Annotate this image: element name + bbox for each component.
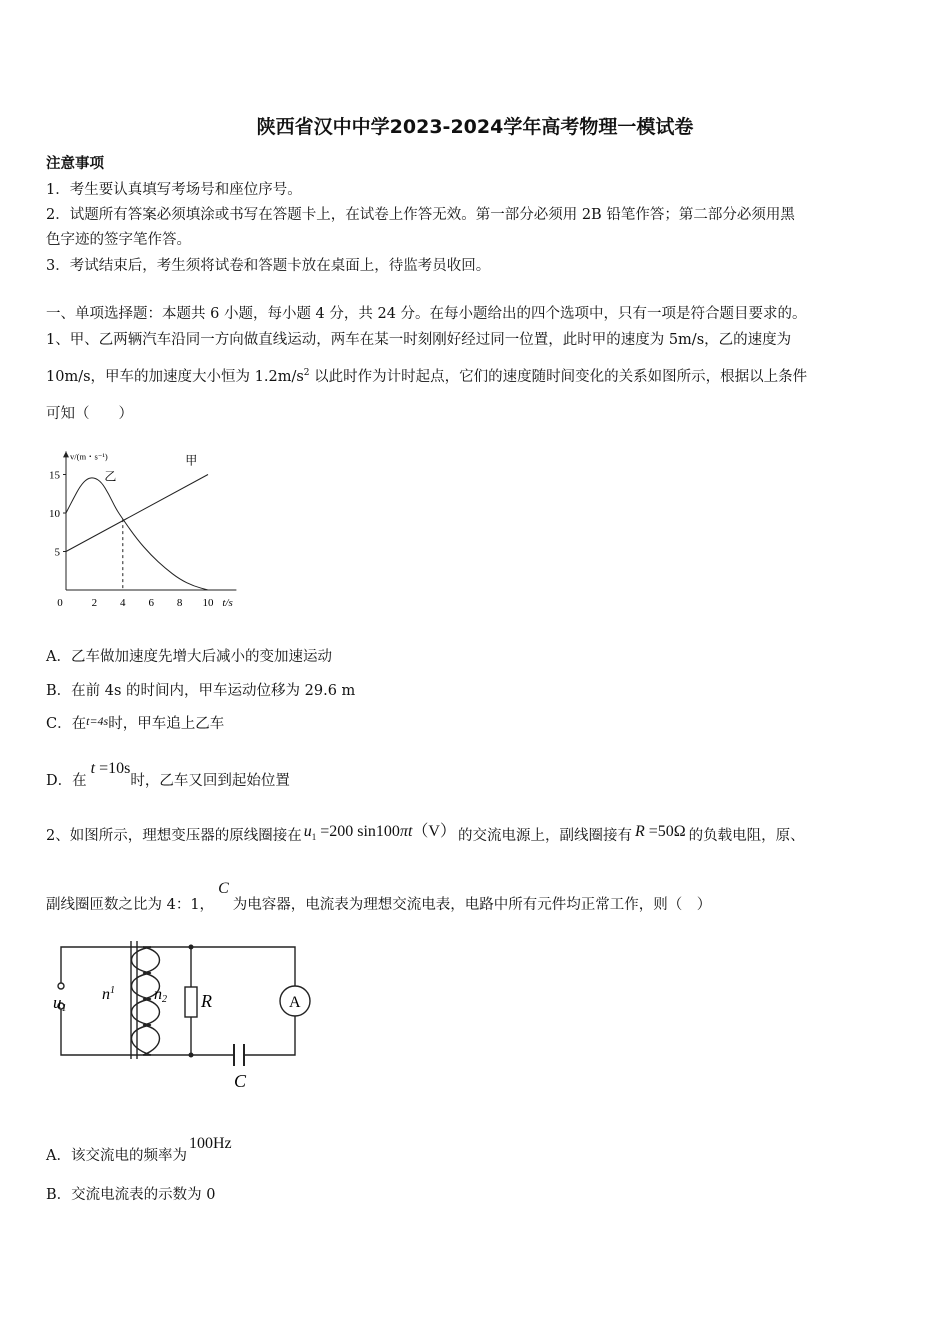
q2-stem-pre: 2、如图所示，理想变压器的原线圈接在: [46, 828, 302, 844]
u1-label: u1: [53, 993, 67, 1014]
y-tick-label: 5: [54, 546, 60, 559]
q2-u-sub: 1: [311, 832, 317, 843]
x-tick-label: 0: [57, 597, 63, 609]
q2-r-symbol: R: [634, 823, 645, 840]
chart-axes: [63, 451, 236, 590]
q2-stem-mid: 的交流电源上，副线圈接有: [457, 828, 632, 844]
n1-label: $n^1$: [102, 985, 115, 1003]
page-title: 陕西省汉中中学2023-2024学年高考物理一模试卷: [256, 116, 694, 138]
q1-stem-line2a: 10m/s，甲车的加速度大小恒为 1.2m/s: [46, 369, 304, 385]
q1-stem-sup: 2: [303, 368, 310, 379]
q1-stem-line3: 可知（ ）: [46, 406, 133, 422]
resistor: [185, 987, 197, 1017]
q1-option-a: A．乙车做加速度先增大后减小的变加速运动: [46, 649, 332, 665]
notice-item: 色字迹的签字笔作答。: [46, 232, 191, 248]
series-label-jia: 甲: [185, 453, 198, 468]
q1-option-d: [46, 760, 290, 790]
q1-option-d-post: 时，乙车又回到起始位置: [130, 773, 290, 789]
q2-option-a: [46, 1135, 232, 1165]
q1-option-c-post: 时，甲车追上乙车: [108, 716, 225, 732]
q1-option-d-t: t: [90, 760, 96, 777]
x-tick-label: 8: [176, 597, 183, 609]
series-line-jia: [66, 475, 208, 552]
q2-stem-post: 的负载电阻，原、: [688, 828, 805, 844]
chart-series: [66, 475, 208, 591]
q1-stem-line1: 1、甲、乙两辆汽车沿同一方向做直线运动，两车在某一时刻刚好经过同一位置，此时甲的速度为 5m/s，乙的速度为: [46, 332, 792, 348]
q2-stem2-post: 为电容器，电流表为理想交流电表，电路中所有元件均正常工作，则（ ）: [232, 897, 712, 913]
q2-stem2-pre: 副线圈匝数之比为 4：1，: [46, 897, 215, 913]
y-axis-arrow: [63, 451, 69, 457]
junction-bottom: [189, 1053, 194, 1058]
q2-u-unit: （V）: [412, 823, 456, 840]
q1-option-c-math: t=4s: [86, 714, 109, 728]
section-heading: 一、单项选择题：本题共 6 小题，每小题 4 分，共 24 分。在每小题给出的四个选项中，只有一项是符合题目要求的。: [46, 306, 807, 322]
q2-option-b: B．交流电流表的示数为 0: [46, 1187, 216, 1203]
q1-option-c-pre: C．在: [46, 716, 87, 732]
q2-c-symbol: C: [218, 880, 229, 897]
y-tick-label: 10: [49, 508, 60, 520]
q2-option-a-math: 100Hz: [188, 1135, 232, 1152]
vt-chart: [40, 428, 260, 613]
q2-stem-line1: [46, 818, 805, 845]
series-label-yi: 乙: [104, 469, 117, 484]
x-tick-label: 10: [202, 597, 214, 609]
capacitor-label: C: [234, 1071, 247, 1091]
y-tick-label: 15: [49, 469, 60, 482]
q2-u-expr: =200 sin100: [316, 823, 400, 840]
notice-item: 1．考生要认真填写考场号和座位序号。: [46, 182, 302, 198]
transformer-circuit: [45, 935, 315, 1095]
x-tick-label: 2: [91, 597, 98, 609]
q2-option-a-pre: A．该交流电的频率为: [46, 1148, 187, 1164]
x-tick-label: 6: [148, 597, 154, 609]
q1-option-b: B．在前 4s 的时间内，甲车运动位移为 29.6 m: [46, 683, 356, 699]
x-axis-label: t/s: [222, 597, 233, 609]
q1-stem-line2b: 以此时作为计时起点，它们的速度随时间变化的关系如图所示，根据以上条件: [309, 369, 808, 385]
r-label: R: [201, 991, 212, 1011]
q2-r-value: =50Ω: [644, 823, 686, 840]
terminal-top: [58, 983, 64, 989]
notice-item: 3．考试结束后，考生须将试卷和答题卡放在桌面上，待监考员收回。: [46, 258, 491, 274]
series-line-yi: [66, 478, 208, 590]
secondary-wire-bottom-right: [244, 1016, 295, 1055]
chart-labels: [49, 451, 233, 609]
q2-pi-t: πt: [399, 823, 413, 840]
notice-item: 2．试题所有答案必须填涂或书写在答题卡上，在试卷上作答无效。第一部分必须用 2B 铅笔作答；第二部分必须用黑: [46, 207, 795, 223]
x-tick-label: 4: [120, 597, 126, 609]
q1-option-d-pre: D．在: [46, 773, 87, 789]
y-axis-label: v/(m・s⁻¹): [70, 451, 108, 462]
n2-label: n2: [154, 986, 167, 1005]
q1-option-c: [46, 712, 224, 733]
q2-stem-line2: [46, 880, 712, 914]
q2-u-symbol: u: [303, 823, 312, 840]
q1-stem-line2: [46, 365, 807, 386]
notice-heading: 注意事项: [46, 155, 104, 172]
secondary-wire-top: [143, 947, 295, 986]
q1-option-d-val: =10s: [95, 760, 131, 777]
junction-top: [189, 945, 194, 950]
ammeter-label: A: [289, 994, 301, 1011]
